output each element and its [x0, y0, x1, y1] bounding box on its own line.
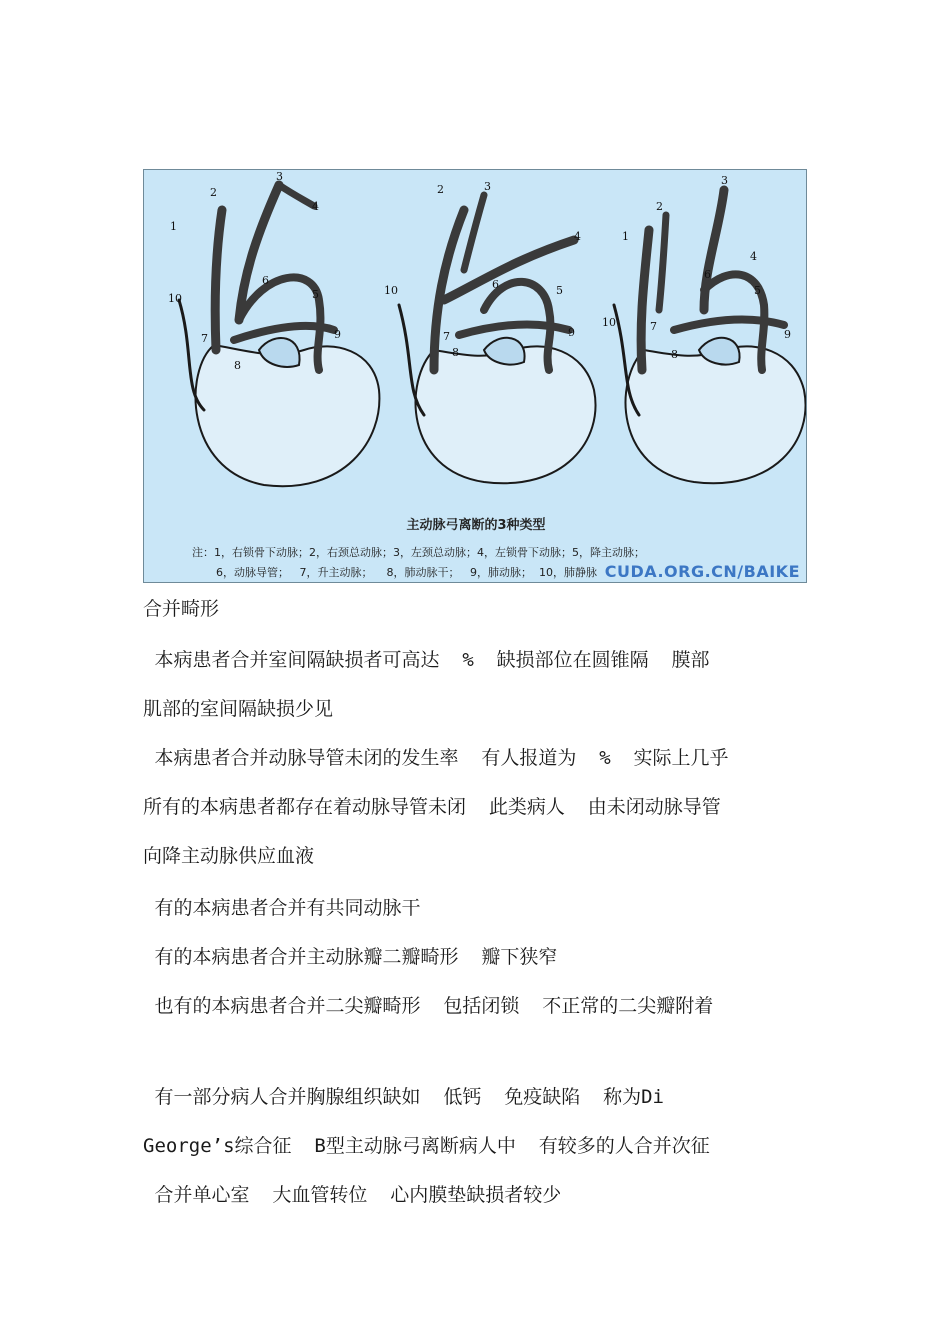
label-5-b: 5: [556, 284, 563, 297]
paragraph-line: 肌部的室间隔缺损少见: [143, 698, 334, 720]
paragraph-line: 有的本病患者合并有共同动脉干: [143, 897, 421, 919]
figure-caption: 主动脉弓离断的3种类型: [406, 518, 546, 533]
paragraph-line: 也有的本病患者合并二尖瓣畸形 包括闭锁 不正常的二尖瓣附着: [143, 995, 714, 1017]
paragraph-line: 有的本病患者合并主动脉瓣二瓣畸形 瓣下狭窄: [143, 946, 558, 968]
label-2-a: 2: [210, 186, 217, 199]
label-2-c: 2: [656, 200, 663, 213]
label-5-a: 5: [312, 288, 319, 301]
watermark: CUDA.ORG.CN/BAIKE: [604, 562, 800, 581]
heart-diagram-type-a: [179, 185, 379, 486]
label-10-c: 10: [602, 316, 616, 329]
label-7-a: 7: [201, 332, 208, 345]
label-3-c: 3: [721, 174, 728, 187]
label-2-b: 2: [437, 183, 444, 196]
label-9-c: 9: [784, 328, 791, 341]
label-3-a: 3: [276, 170, 283, 183]
label-9-b: 9: [568, 326, 575, 339]
paragraph-line: 有一部分病人合并胸腺组织缺如 低钙 免疫缺陷 称为Di: [143, 1086, 664, 1108]
label-5-c: 5: [754, 284, 761, 297]
paragraph-line: 本病患者合并动脉导管未闭的发生率 有人报道为 % 实际上几乎: [143, 747, 729, 769]
paragraph-line: 向降主动脉供应血液: [143, 845, 315, 867]
label-4-b: 4: [574, 230, 581, 243]
label-9-a: 9: [334, 328, 341, 341]
label-6-c: 6: [704, 268, 711, 281]
paragraph-line: George’s综合征 B型主动脉弓离断病人中 有较多的人合并次征: [143, 1135, 710, 1157]
label-8-c: 8: [671, 348, 678, 361]
label-6-b: 6: [492, 278, 499, 291]
section-heading: 合并畸形: [143, 598, 220, 620]
label-1-c: 1: [622, 230, 629, 243]
label-10-b: 10: [384, 284, 398, 297]
label-8-a: 8: [234, 359, 241, 372]
figure-note-line-1: 注：1，右锁骨下动脉；2，右颈总动脉；3，左颈总动脉；4，左锁骨下动脉；5，降主动脉；: [192, 546, 645, 559]
paragraph-line: 所有的本病患者都存在着动脉导管未闭 此类病人 由未闭动脉导管: [143, 796, 721, 818]
paragraph-line: 本病患者合并室间隔缺损者可高达 % 缺损部位在圆锥隔 膜部: [143, 649, 710, 671]
heart-diagram-type-b: [399, 195, 596, 483]
figure-note-line-2: 6，动脉导管； 7，升主动脉； 8，肺动脉干； 9，肺动脉； 10，肺静脉: [216, 566, 597, 579]
label-4-a: 4: [312, 200, 319, 213]
paragraph-line: 合并单心室 大血管转位 心内膜垫缺损者较少: [143, 1184, 562, 1206]
label-3-b: 3: [484, 180, 491, 193]
heart-diagram-type-c: [614, 190, 806, 483]
label-1-a: 1: [170, 220, 177, 233]
label-10-a: 10: [168, 292, 182, 305]
label-8-b: 8: [452, 346, 459, 359]
label-7-c: 7: [650, 320, 657, 333]
label-4-c: 4: [750, 250, 757, 263]
heart-diagram-figure: [143, 169, 807, 583]
label-6-a: 6: [262, 274, 269, 287]
label-7-b: 7: [443, 330, 450, 343]
